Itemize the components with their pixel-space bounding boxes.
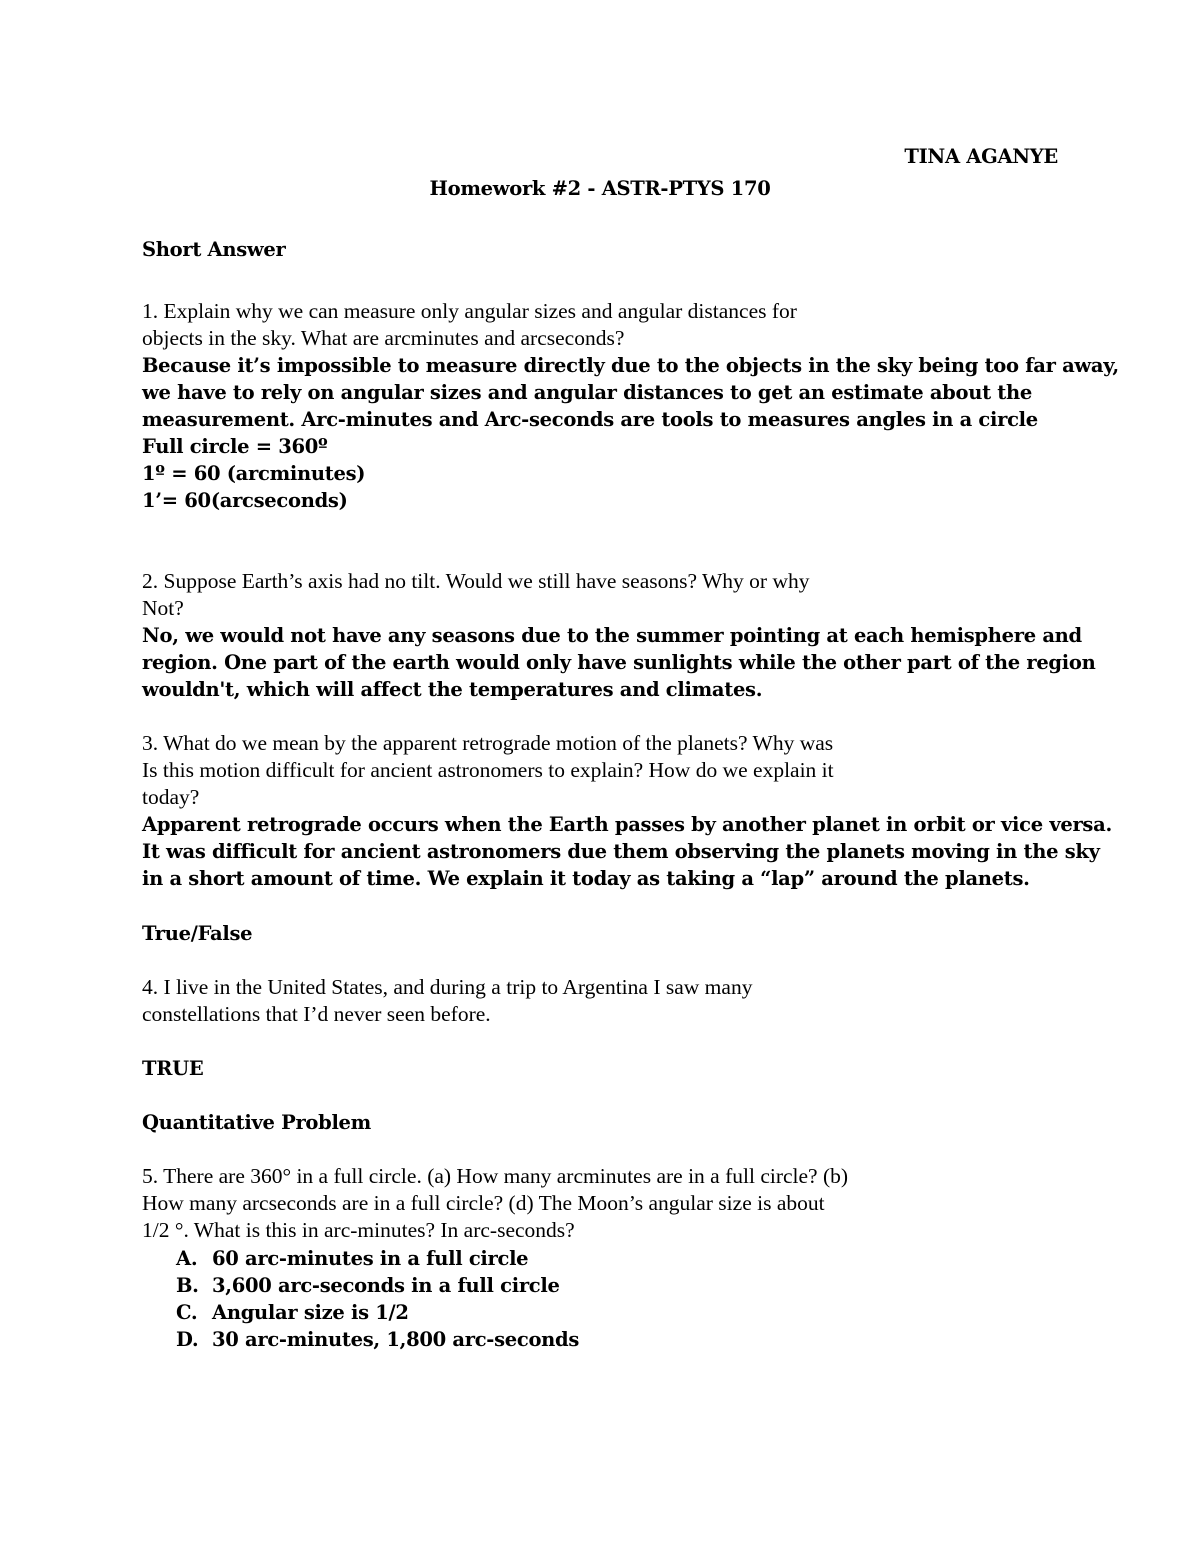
question-5-line-3: 1/2 °. What is this in arc-minutes? In arc-seconds?: [142, 1218, 575, 1242]
answer-5-item-c: [176, 1299, 409, 1326]
question-2-line-1: 2. Suppose Earth’s axis had no tilt. Would we still have seasons? Why or why: [142, 569, 810, 593]
answer-2-line-1: No, we would not have any seasons due to the summer pointing at each hemisphere and: [142, 624, 1082, 647]
section-heading-short-answer: Short Answer: [142, 238, 286, 261]
answer-5-item-b: [176, 1272, 560, 1299]
answer-1-line-3: measurement. Arc-minutes and Arc-seconds are tools to measures angles in a circle: [142, 408, 1038, 431]
list-item-text: 60 arc-minutes in a full circle: [212, 1247, 529, 1270]
document-title: Homework #2 - ASTR-PTYS 170: [429, 177, 771, 200]
list-item-text: 3,600 arc-seconds in a full circle: [212, 1274, 560, 1297]
list-item-text: Angular size is 1/2: [212, 1301, 409, 1324]
question-3-line-3: today?: [142, 785, 200, 809]
question-3-line-2: Is this motion difficult for ancient astronomers to explain? How do we explain it: [142, 758, 834, 782]
question-2-line-2: Not?: [142, 596, 184, 620]
author-name: TINA AGANYE: [904, 145, 1058, 168]
answer-3-line-1: Apparent retrograde occurs when the Earth passes by another planet in orbit or vice versa.: [142, 813, 1112, 836]
section-heading-true-false: True/False: [142, 922, 253, 945]
answer-1-line-4: Full circle = 360º: [142, 435, 328, 458]
question-3-line-1: 3. What do we mean by the apparent retrograde motion of the planets? Why was: [142, 731, 834, 755]
answer-1-line-6: 1’= 60(arcseconds): [142, 489, 348, 512]
section-heading-quantitative: Quantitative Problem: [142, 1111, 371, 1134]
answer-1-line-1: Because it’s impossible to measure directly due to the objects in the sky being too far away,: [142, 354, 1119, 377]
question-4-line-1: 4. I live in the United States, and during a trip to Argentina I saw many: [142, 975, 753, 999]
list-marker: D.: [176, 1328, 199, 1351]
list-item-text: 30 arc-minutes, 1,800 arc-seconds: [212, 1328, 580, 1351]
answer-3-line-2: It was difficult for ancient astronomers due them observing the planets moving in the sky: [142, 840, 1100, 863]
answer-5-item-a: [176, 1245, 528, 1272]
list-marker: A.: [176, 1247, 198, 1270]
answer-2-line-3: wouldn't, which will affect the temperatures and climates.: [142, 678, 763, 701]
question-5-line-1: 5. There are 360° in a full circle. (a) How many arcminutes are in a full circle? (b): [142, 1164, 849, 1188]
answer-5-item-d: [176, 1326, 579, 1353]
list-marker: B.: [176, 1274, 199, 1297]
answer-3-line-3: in a short amount of time. We explain it today as taking a “lap” around the planets.: [142, 867, 1030, 890]
question-1-line-2: objects in the sky. What are arcminutes and arcseconds?: [142, 326, 625, 350]
answer-1-line-5: 1º = 60 (arcminutes): [142, 462, 366, 485]
list-marker: C.: [176, 1301, 198, 1324]
question-1-line-1: 1. Explain why we can measure only angular sizes and angular distances for: [142, 299, 797, 323]
answer-1-line-2: we have to rely on angular sizes and angular distances to get an estimate about the: [142, 381, 1032, 404]
answer-2-line-2: region. One part of the earth would only have sunlights while the other part of the region: [142, 651, 1096, 674]
question-4-line-2: constellations that I’d never seen before.: [142, 1002, 491, 1026]
answer-4: TRUE: [142, 1057, 204, 1080]
question-5-line-2: How many arcseconds are in a full circle? (d) The Moon’s angular size is about: [142, 1191, 825, 1215]
